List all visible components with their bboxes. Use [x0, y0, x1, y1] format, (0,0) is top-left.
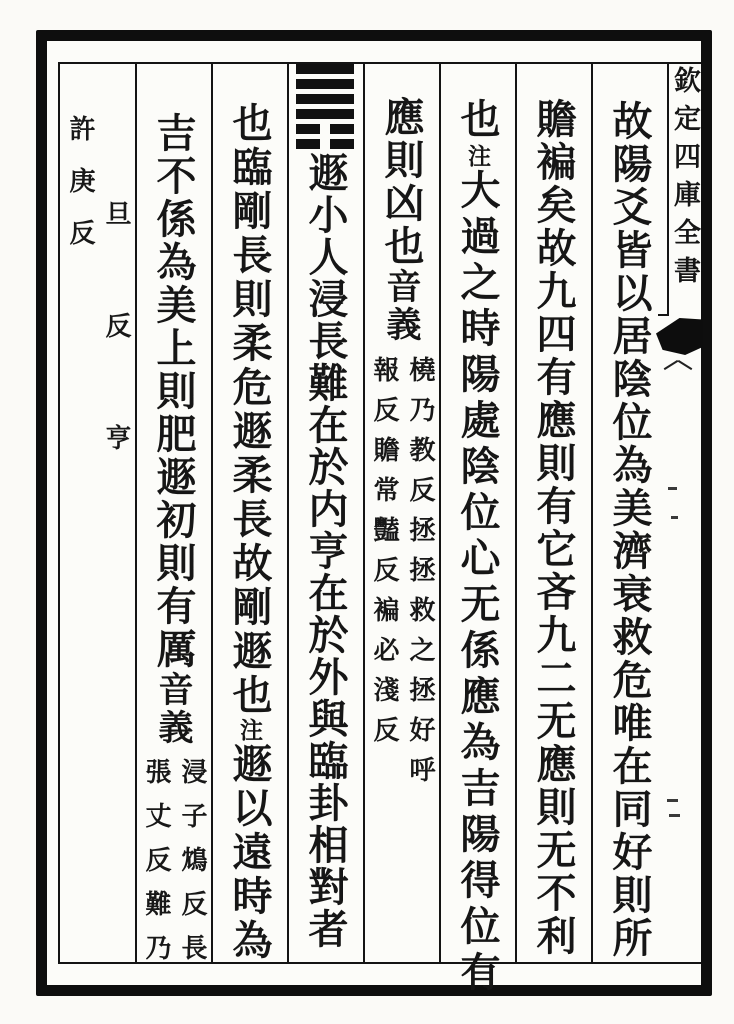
gloss-line-left: 許庚反	[65, 115, 95, 271]
text-column-1	[591, 100, 667, 960]
column-text: 大過之時陽處陰位心无係應為吉陽得位有	[454, 169, 501, 997]
yang-line	[296, 94, 354, 104]
gloss-line-left: 報反贍常豔反褊必淺反	[369, 356, 399, 756]
gloss-line-right: 橈乃教反拯拯救之拯好呼	[405, 356, 435, 796]
book-title: 欽定四庫全書	[669, 66, 700, 294]
commentary-marker: 注	[464, 144, 491, 169]
column-text: 應則凶也	[378, 96, 425, 268]
margin-speck	[671, 516, 678, 519]
yin-line	[296, 139, 354, 149]
text-column-6	[211, 102, 287, 963]
text-column-5	[287, 152, 363, 950]
gloss-column-7	[140, 758, 207, 978]
inner-top-rule	[58, 62, 701, 64]
column-text: 也臨剛長則柔危遯柔長故剛遯也	[226, 102, 273, 718]
gloss-column-8-right	[100, 200, 131, 536]
text-column-4	[363, 96, 439, 344]
column-text: 故陽爻皆以居陰位為美濟衰救危唯在同好則所	[606, 100, 653, 960]
yinyi-heading: 音義	[381, 268, 422, 344]
text-column-7	[135, 112, 211, 747]
yang-line	[296, 64, 354, 74]
margin-speck	[668, 487, 677, 490]
hexagram-dun	[296, 64, 354, 154]
column-text: 遯小人浸長難在於内亨在於外與臨卦相對者	[302, 152, 349, 950]
yinyi-heading: 音義	[153, 671, 194, 747]
margin-speck	[669, 814, 680, 817]
gloss-line-left: 張丈反難乃	[141, 758, 171, 978]
gloss-line-right: 浸子鴆反長	[177, 758, 207, 978]
column-text: 吉不係為美上則肥遯初則有厲	[150, 112, 197, 671]
column-text: 也	[454, 98, 501, 144]
commentary-marker: 注	[236, 718, 263, 743]
column-text: 贍褊矣故九四有應則有它吝九二无應則无不利	[530, 98, 577, 958]
text-column-2	[515, 98, 591, 958]
margin-speck	[667, 799, 678, 802]
yang-line	[296, 79, 354, 89]
column-text: 遯以遠時為	[226, 743, 273, 963]
yang-line	[296, 109, 354, 119]
inner-left-rule	[58, 62, 60, 964]
yin-line	[296, 124, 354, 134]
text-column-3	[439, 98, 515, 997]
gloss-column-8-left	[64, 115, 95, 271]
gloss-line-right: 旦反亨	[101, 200, 131, 536]
gloss-column-4	[368, 356, 435, 796]
